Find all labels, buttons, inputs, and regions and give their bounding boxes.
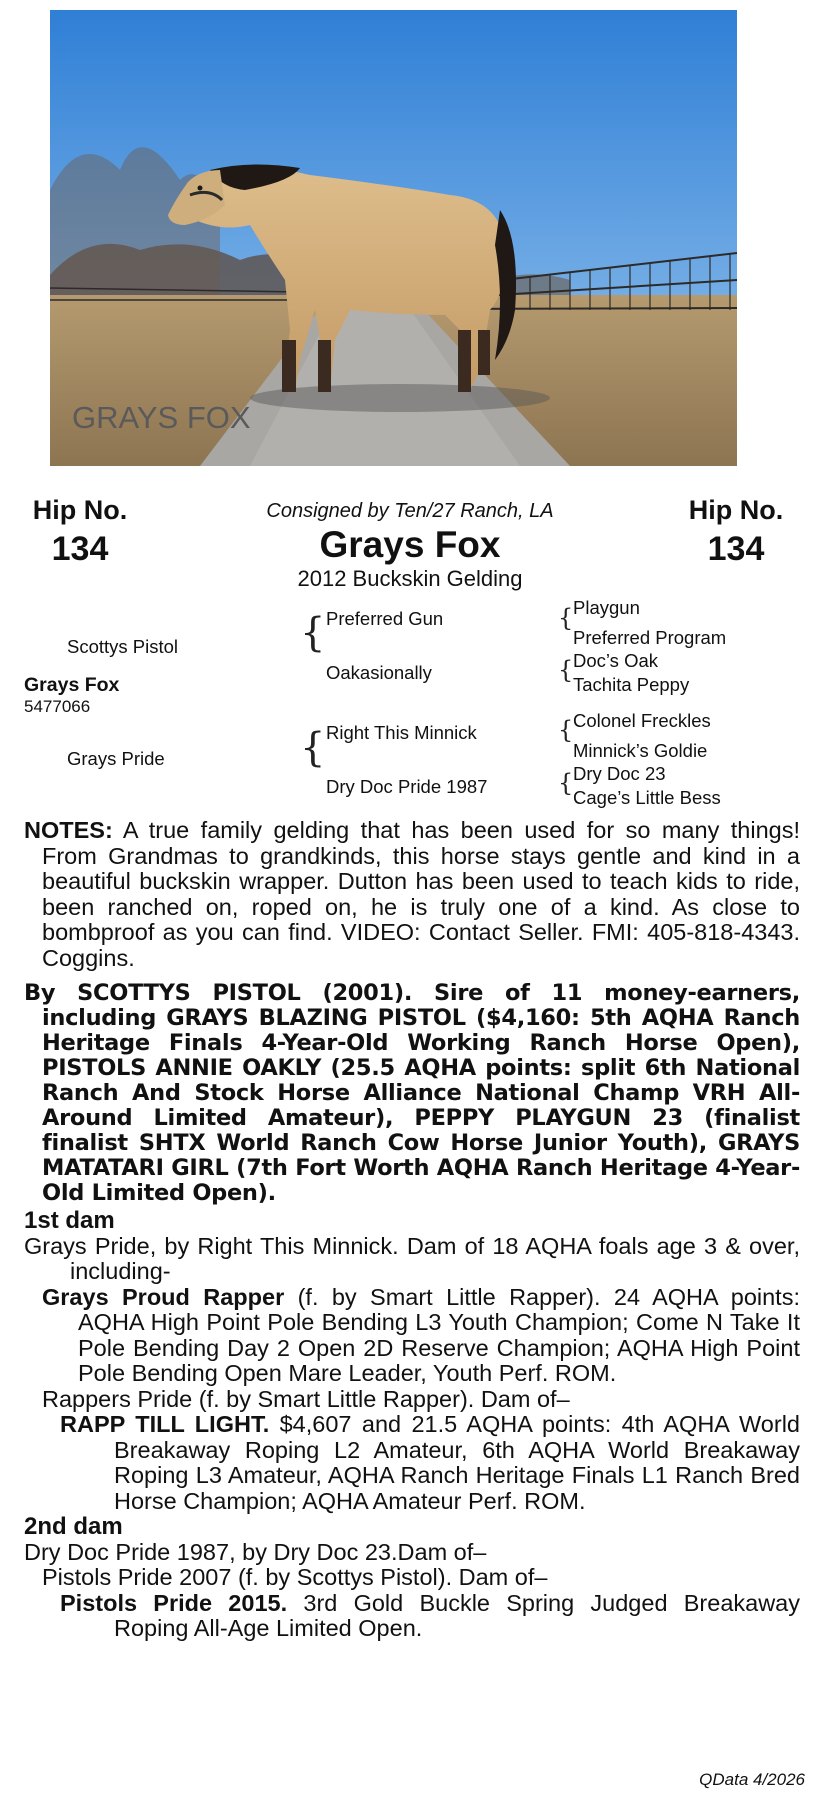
pedigree-horse: Grays Fox (24, 674, 120, 696)
grand-produce-name-2: Pistols Pride 2015. (60, 1589, 288, 1616)
pedigree-reg-number: 5477066 (24, 697, 91, 716)
pedigree-dam-dam: Dry Doc Pride 1987 (326, 776, 488, 797)
brace-g3: { (558, 716, 574, 744)
produce-name: Grays Proud Rapper (42, 1283, 285, 1310)
produce-pistols-pride-2007 (24, 1565, 800, 1591)
pedigree-sire: Scottys Pistol (67, 636, 179, 657)
pedigree-g3-1: Playgun (573, 597, 640, 618)
grand-produce-name: RAPP TILL LIGHT. (60, 1411, 270, 1437)
pedigree-g3-7: Dry Doc 23 (573, 763, 666, 784)
horse-description: 2012 Buckskin Gelding (297, 566, 523, 591)
notes-paragraph (24, 818, 800, 971)
pedigree-g3-6: Minnick’s Goldie (573, 740, 708, 761)
second-dam-line: Dry Doc Pride 1987, by Dry Doc 23.Dam of– (24, 1538, 487, 1565)
produce-pistols-pride-2007-text: Pistols Pride 2007 (f. by Scottys Pistol). Dam of– (42, 1564, 548, 1590)
pedigree-dam: Grays Pride (67, 748, 165, 769)
second-dam-heading: 2nd dam (24, 1513, 123, 1540)
notes-label: NOTES: (24, 817, 113, 843)
pedigree-g3-3: Doc’s Oak (573, 650, 658, 671)
brace-g4: { (558, 769, 574, 797)
footer-qdata: QData 4/2026 (699, 1770, 805, 1789)
pedigree-sire-dam: Oakasionally (326, 662, 432, 683)
pedigree-g3-4: Tachita Peppy (573, 674, 690, 695)
first-dam-heading: 1st dam (24, 1207, 115, 1234)
consignor: Consigned by Ten/27 Ranch, LA (266, 500, 554, 522)
catalog-body (24, 818, 800, 1642)
brace-dam: { (300, 725, 326, 771)
hip-value-left: 134 (51, 530, 109, 568)
photo-caption: GRAYS FOX (72, 400, 251, 435)
produce-text: (f. by Smart Little Rapper). 24 AQHA points: AQHA High Point Pole Bending L3 Youth Champion; Come N Take It Pole Bending Day 2 Open 2D Reserve Champion; AQHA High Point Pole Bending Open Mare Leader, Youth Perf. ROM. (78, 1283, 800, 1386)
notes-text: A true family gelding that has been used for so many things! From Grandmas to grandkinds, this horse stays gentle and kind in a beautiful buckskin wrapper. Dutton has been used to teach kids to ride, been ranched on, roped on, he is truly one of a kind. As close to bombproof as you can find. VIDEO: Contact Seller. FMI: 405-818-4343. Coggins. (42, 817, 800, 971)
grand-produce-text: $4,607 and 21.5 AQHA points: 4th AQHA World Breakaway Roping L2 Amateur, 6th AQHA World Breakaway Roping L3 Amateur, AQHA Ranch Heritage Finals L1 Ranch Bred Horse Champion; AQHA Amateur Perf. ROM. (114, 1411, 800, 1514)
pedigree-sire-sire: Preferred Gun (326, 608, 444, 629)
pedigree-g3-5: Colonel Freckles (573, 710, 711, 731)
pedigree-g3-2: Preferred Program (573, 627, 727, 648)
brace-g1: { (558, 604, 574, 632)
horse-name-title: Grays Fox (319, 524, 501, 565)
hip-label-right: Hip No. (688, 495, 784, 525)
first-dam-line: Grays Pride, by Right This Minnick. Dam of 18 AQHA foals age 3 & over, including- (24, 1232, 800, 1284)
horse-photo-image (50, 10, 737, 466)
pedigree-dam-sire: Right This Minnick (326, 722, 477, 743)
produce-grays-proud-rapper (24, 1285, 800, 1387)
hip-label-left: Hip No. (32, 495, 128, 525)
grand-produce-text-2: 3rd Gold Buckle Spring Judged Breakaway Roping All-Age Limited Open. (114, 1589, 800, 1641)
grand-produce-rapp-till-light (24, 1412, 800, 1514)
hip-number-left (10, 495, 150, 569)
hip-number-right (666, 495, 806, 569)
hip-value-right: 134 (707, 530, 765, 568)
horse-photo (50, 10, 737, 466)
pedigree-g3-8: Cage’s Little Bess (573, 787, 721, 808)
brace-g2: { (558, 656, 574, 684)
sire-paragraph: By SCOTTYS PISTOL (2001). Sire of 11 money-earners, including GRAYS BLAZING PISTOL ($4,160: 5th AQHA Ranch Heritage Finals 4-Year-Old Working Ranch Horse Open), PISTOLS ANNIE OAKLY (25.5 AQHA points: split 6th National Ranch And Stock Horse Alliance National Champ VRH All-Around Limited Amateur), PEPPY PLAYGUN 23 (finalist finalist SHTX World Ranch Cow Horse Junior Youth), GRAYS MATATARI GIRL (7th Fort Worth AQHA Ranch Heritage 4-Year-Old Limited Open). (24, 980, 800, 1206)
produce-rappers-pride: Rappers Pride (f. by Smart Little Rapper). Dam of– (42, 1385, 570, 1412)
brace-sire: { (300, 610, 326, 656)
grand-produce-pistols-pride-2015 (24, 1591, 800, 1642)
